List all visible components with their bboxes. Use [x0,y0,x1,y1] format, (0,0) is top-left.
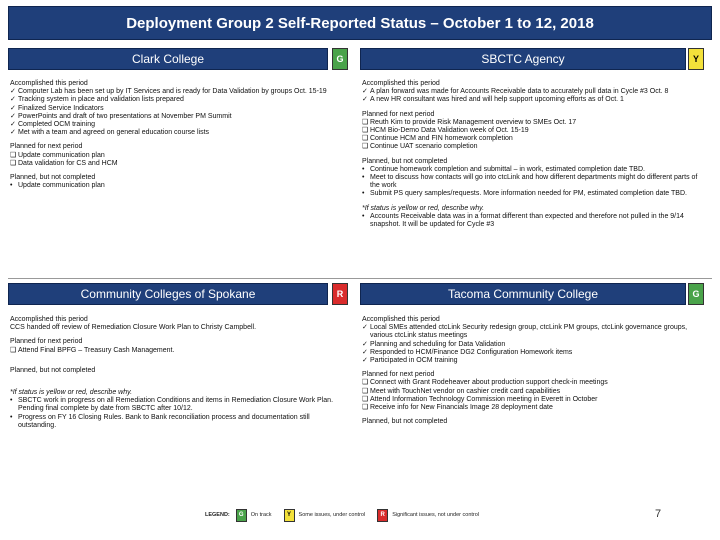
tacoma-name: Tacoma Community College [447,287,599,301]
list-item [10,96,340,104]
list-item [362,166,702,174]
spokane-status-badge: R [332,283,348,305]
spokane-header [8,283,328,305]
checkmark-icon: ✓ [10,112,16,120]
checkbox-icon: ❑ [362,135,369,143]
spokane-accomplished-heading: Accomplished this period [10,316,88,323]
list-item [362,388,702,396]
checkmark-icon: ✓ [362,96,368,104]
legend [205,505,491,525]
checkbox-icon: ❑ [362,379,369,387]
list-item-text: Progress on FY 16 Closing Rules. Bank to Bank reconciliation process and documentation still outstanding. [18,413,310,429]
bullet-icon: • [362,190,365,198]
clark-accomplished-list [10,88,340,137]
list-item [362,190,702,198]
sbctc-accomplished-list [362,88,702,104]
list-item [10,105,340,113]
checkmark-icon: ✓ [10,104,16,112]
sbctc-planned-heading: Planned for next period [362,110,435,118]
list-item-text: Responded to HCM/Finance DG2 Configuration Homework items [370,348,573,356]
tacoma-status-badge: G [688,283,704,305]
list-item-text: Continue HCM and FIN homework completion [370,135,513,143]
list-item-text: Update communication plan [18,151,105,159]
list-item [362,357,702,365]
list-item [362,143,702,151]
checkbox-icon: ❑ [10,151,17,159]
list-item [362,349,702,357]
list-item-text: Participated in OCM training [370,357,458,365]
list-item-text: Submit PS query samples/requests. More information needed for PM, estimated completion date TBD. [370,190,687,198]
page-title: Deployment Group 2 Self-Reported Status – October 1 to 12, 2018 [8,6,712,40]
checkmark-icon: ✓ [362,348,368,356]
list-item [362,341,702,349]
list-item [10,121,340,129]
sbctc-status-note-list [362,213,702,229]
clark-not-completed-list [10,182,340,190]
checkbox-icon: ❑ [362,395,369,403]
list-item-text: Meet with TouchNet vendor on cashier credit card capabilities [370,387,561,395]
clark-header [8,48,328,70]
legend-text-red: Significant issues, not under control [392,512,480,518]
list-item [362,404,702,412]
list-item [362,379,702,387]
clark-name: Clark College [131,52,205,66]
sbctc-header [360,48,686,70]
list-item [10,414,340,430]
list-item [362,127,702,135]
list-item-text: Finalized Service Indicators [18,104,104,112]
legend-badge-green: G [236,509,247,522]
list-item [362,135,702,143]
bullet-icon: • [10,397,13,405]
checkmark-icon: ✓ [362,88,368,96]
list-item-text: Planning and scheduling for Data Validation [370,340,506,348]
list-item-text: Attend Final BPFG – Treasury Cash Management. [18,346,175,354]
tacoma-accomplished-list [362,324,702,365]
sbctc-not-completed-heading: Planned, but not completed [362,157,448,165]
list-item-text: Tracking system in place and validation lists prepared [18,96,184,104]
bullet-icon: • [362,212,365,220]
spokane-name: Community Colleges of Spokane [80,287,256,301]
list-item-text: Attend Information Technology Commission meeting in Everett in October [370,395,598,403]
bullet-icon: • [10,413,13,421]
list-item [362,324,702,340]
list-item [362,88,702,96]
checkmark-icon: ✓ [10,88,16,96]
sbctc-body [362,80,702,229]
list-item-text: A plan forward was made for Accounts Receivable data to accurately pull data in Cycle #3 Oct. 8 [370,88,669,96]
clark-planned-heading: Planned for next period [10,143,83,151]
list-item-text: A new HR consultant was hired and will help support upcoming efforts as of Oct. 1 [370,96,624,104]
legend-text-yellow: Some issues, under control [298,512,366,518]
list-item-text: SBCTC work in progress on all Remediation Conditions and items in Remediation Closure Work Plan. Pending final complete by date from SBCTC after 10/12. [18,397,334,413]
tacoma-planned-heading: Planned for next period [362,371,435,379]
list-item-text: Continue UAT scenario completion [370,143,478,151]
clark-planned-list [10,152,340,168]
list-item-text: Met with a team and agreed on general education course lists [18,129,210,137]
list-item-text: Connect with Grant Rodeheaver about production support check-in meetings [370,379,608,387]
bullet-icon: • [362,174,365,182]
list-item [362,213,702,229]
checkbox-icon: ❑ [362,127,369,135]
checkbox-icon: ❑ [10,346,17,354]
spokane-status-note-list [10,397,340,430]
list-item [10,182,340,190]
sbctc-status-badge: Y [688,48,704,70]
tacoma-accomplished-heading: Accomplished this period [362,316,440,323]
checkmark-icon: ✓ [10,96,16,104]
list-item [10,88,340,96]
checkmark-icon: ✓ [362,324,368,332]
list-item [10,397,340,413]
list-item [10,347,340,355]
list-item-text: Computer Lab has been set up by IT Services and is ready for Data Validation by groups Oct. 15-19 [18,88,327,96]
spokane-not-completed-heading: Planned, but not completed [10,366,96,374]
row-divider [8,278,712,279]
page-number: 7 [655,508,662,520]
clark-body [10,80,340,190]
sbctc-name: SBCTC Agency [481,52,565,66]
legend-badge-yellow: Y [284,509,295,522]
list-item [10,129,340,137]
list-item [362,174,702,190]
list-item-text: Continue homework completion and submittal – in work, estimated completion date TBD. [370,165,645,173]
checkbox-icon: ❑ [10,159,17,167]
tacoma-header [360,283,686,305]
spokane-planned-list [10,347,340,355]
list-item [362,119,702,127]
list-item-text: Data validation for CS and HCM [18,159,118,167]
list-item-text: Receive info for New Financials Image 28 deployment date [370,404,553,412]
legend-badge-red: R [377,509,388,522]
tacoma-body [362,316,702,426]
checkmark-icon: ✓ [362,340,368,348]
list-item-text: HCM Bio-Demo Data Validation week of Oct. 15-19 [370,127,529,135]
legend-label: LEGEND: [205,512,230,518]
checkmark-icon: ✓ [362,357,368,365]
list-item [362,396,702,404]
list-item-text: Meet to discuss how contacts will go into ctcLink and how different departments might do different parts of the work [370,174,698,190]
list-item-text: Completed OCM training [18,121,96,129]
checkbox-icon: ❑ [362,387,369,395]
checkbox-icon: ❑ [362,143,369,151]
list-item-text: Local SMEs attended ctcLink Security redesign group, ctcLink PM groups, ctcLink governance groups, various ctcLink status meetings [370,324,688,340]
checkmark-icon: ✓ [10,121,16,129]
sbctc-status-note-heading: *If status is yellow or red, describe why. [362,204,485,212]
checkbox-icon: ❑ [362,118,369,126]
bullet-icon: • [10,182,13,190]
sbctc-accomplished-heading: Accomplished this period [362,80,440,87]
tacoma-planned-list [362,379,702,412]
sbctc-not-completed-list [362,166,702,199]
list-item-text: PowerPoints and draft of two presentations at November PM Summit [18,112,232,120]
list-item-text: Reuth Kim to provide Risk Management overview to SMEs Oct. 17 [370,118,577,126]
clark-accomplished-heading: Accomplished this period [10,80,88,87]
tacoma-not-completed-heading: Planned, but not completed [362,418,448,426]
sbctc-planned-list [362,119,702,152]
legend-text-green: On track [250,512,272,518]
list-item [10,160,340,168]
list-item [10,113,340,121]
spokane-body [10,316,340,430]
checkbox-icon: ❑ [362,404,369,412]
spokane-accomplished-text: CCS handed off review of Remediation Closure Work Plan to Christy Campbell. [10,324,257,332]
list-item [10,152,340,160]
clark-status-badge: G [332,48,348,70]
list-item-text: Accounts Receivable data was in a format different than expected and therefore not pulled in the 9/14 snapshot. It will be updated for Cycle #3 [370,212,684,229]
bullet-icon: • [362,165,365,173]
clark-not-completed-heading: Planned, but not completed [10,174,96,182]
list-item-text: Update communication plan [18,182,105,190]
list-item [362,96,702,104]
checkmark-icon: ✓ [10,129,16,137]
spokane-status-note-heading: *If status is yellow or red, describe why. [10,389,133,397]
spokane-planned-heading: Planned for next period [10,338,83,346]
